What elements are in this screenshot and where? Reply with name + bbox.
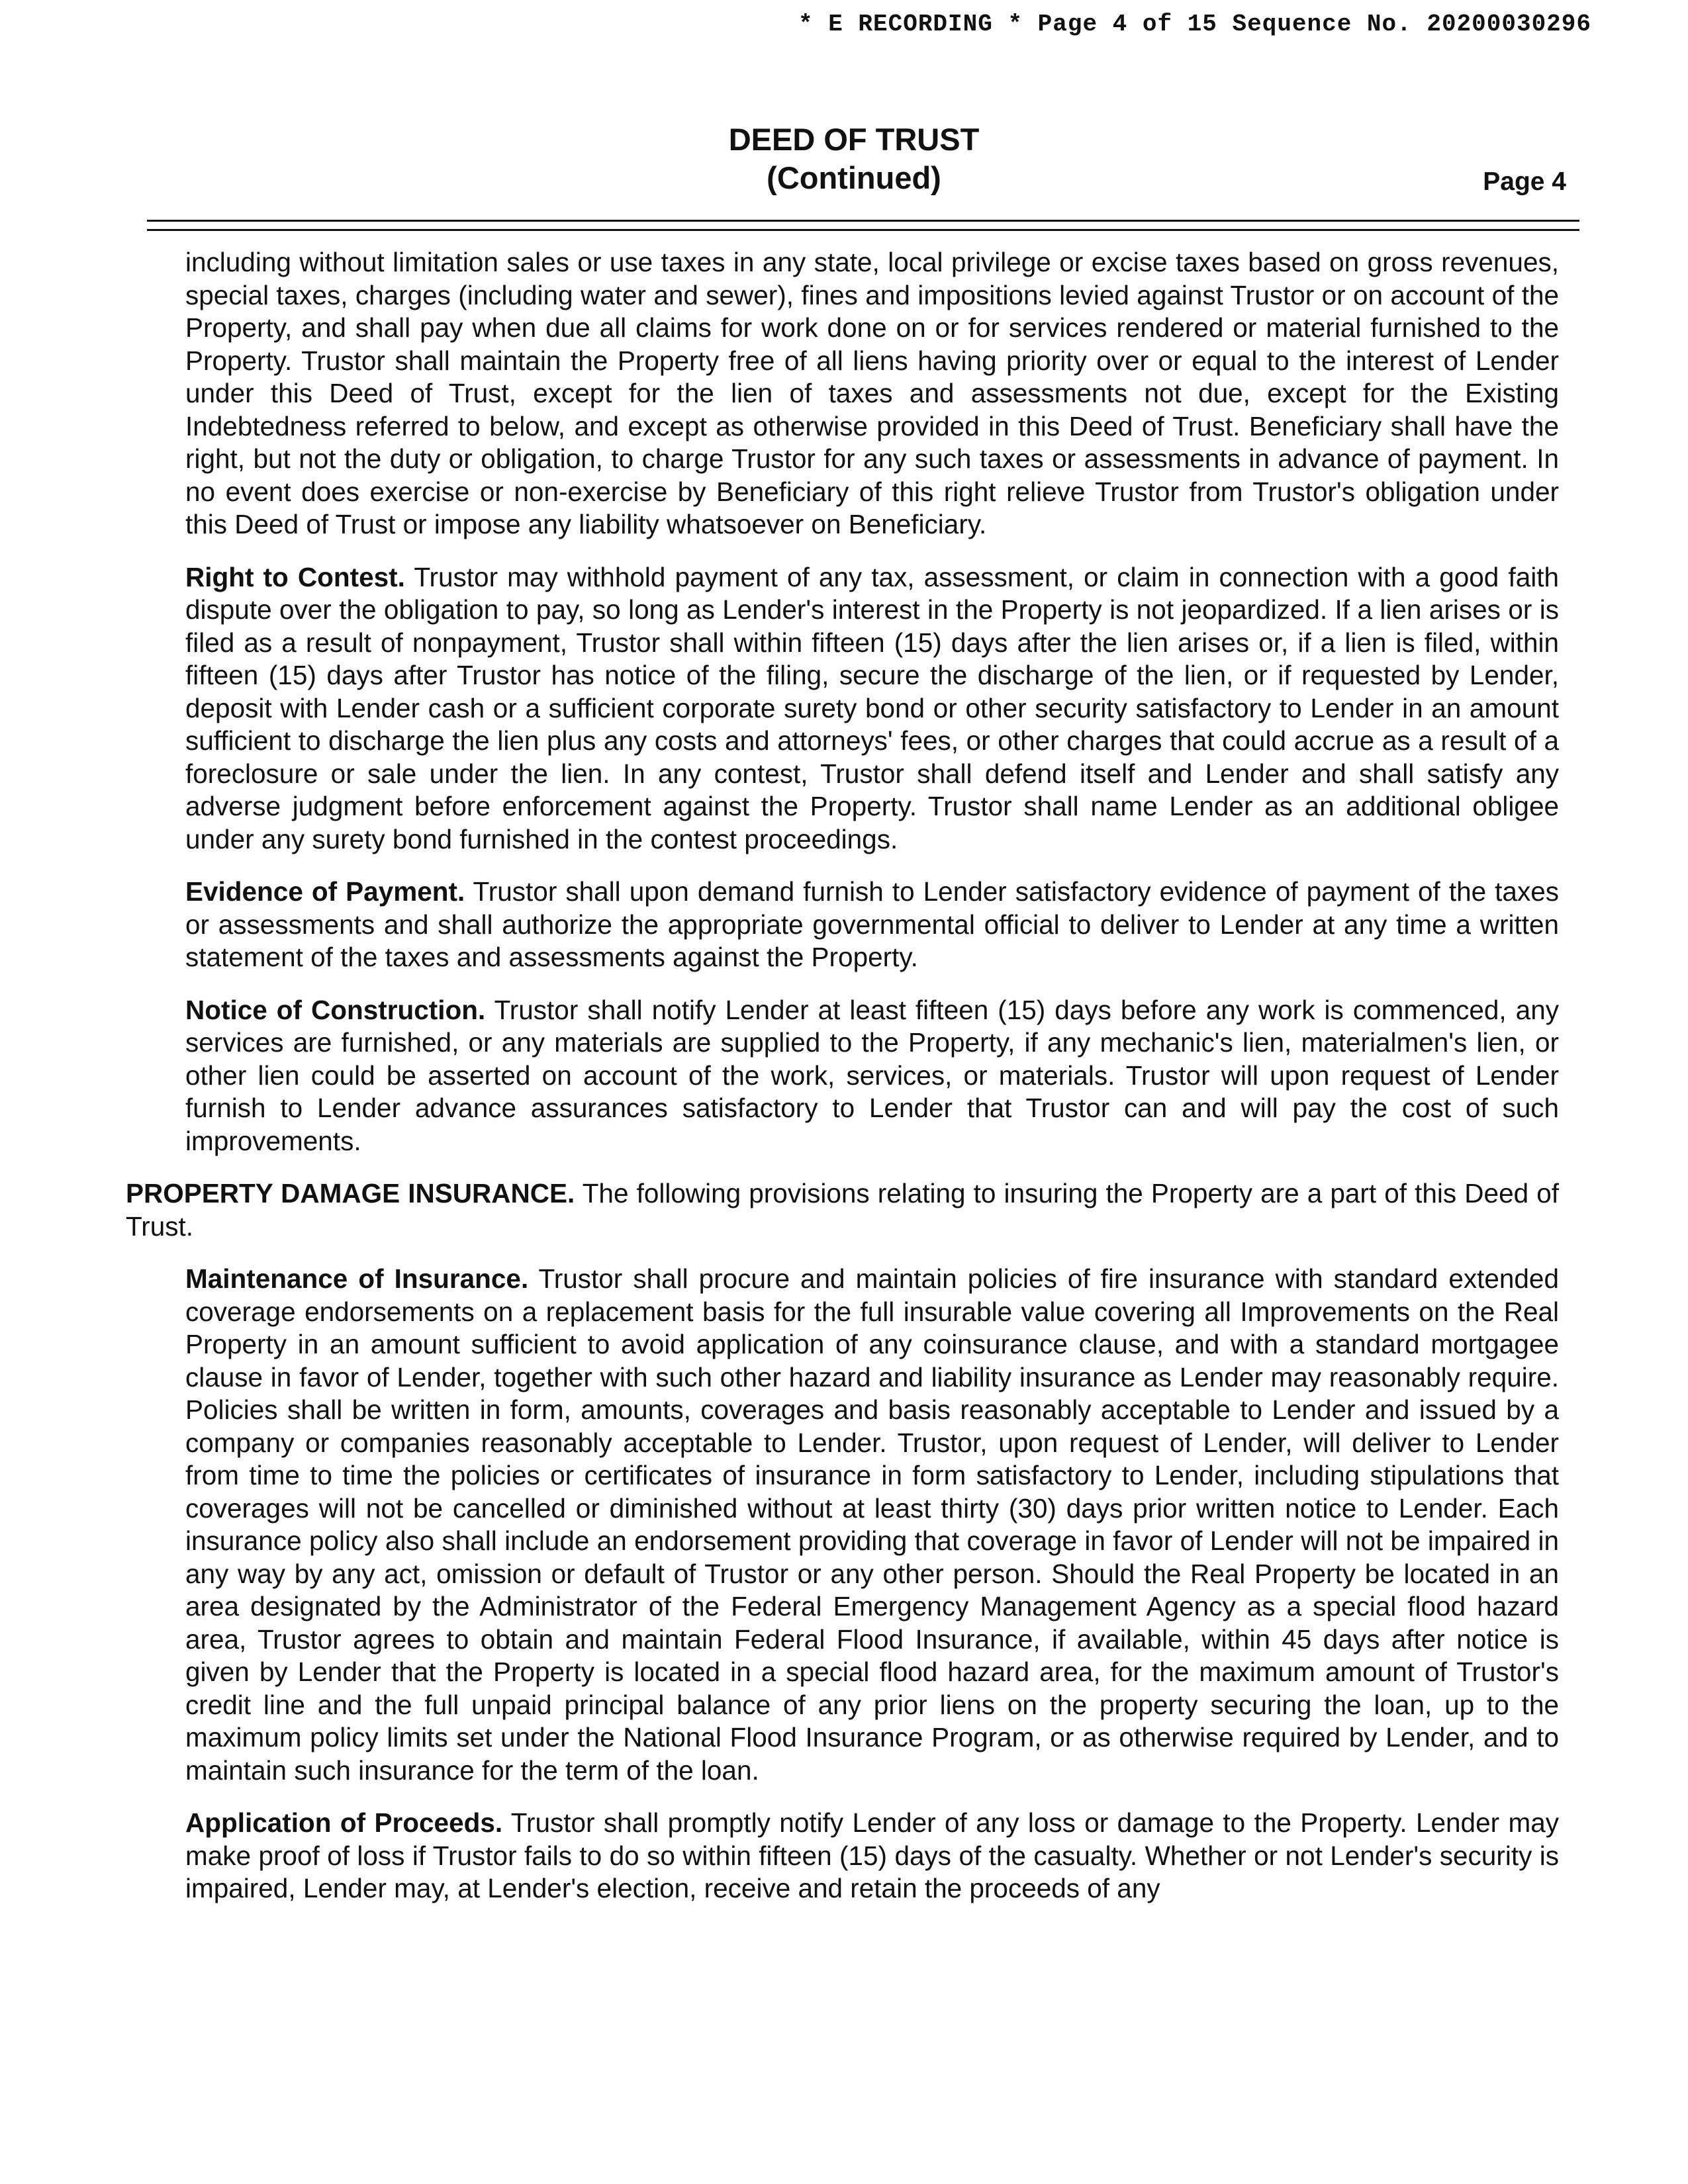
notice-of-construction-text: Trustor shall notify Lender at least fifteen (15) days before any work is commenced, any services are furnished, or any materials are supplied to the Property, if any mechanic's lien, materialmen's lien, or other lien could be asserted on account of the work, services, or materials. Trustor will upon request of Lender furnish to Lender advance assurances satisfactory to Lender that Trustor can and will pay the cost of such improvements. <box>185 994 1559 1156</box>
document-subtitle: (Continued) <box>767 160 941 195</box>
paragraph-taxes-continued: including without limitation sales or use taxes in any state, local privilege or excise taxes based on gross revenues, special taxes, charges (including water and sewer), fines and impositions levied against Trustor or on account of the Property, and shall pay when due all claims for work done on or for services rendered or material furnished to the Property. Trustor shall maintain the Property free of all liens having priority over or equal to the interest of Lender under this Deed of Trust, except for the lien of taxes and assessments not due, except for the Existing Indebtedness referred to below, and except as otherwise provided in this Deed of Trust. Beneficiary shall have the right, but not the duty or obligation, to charge Trustor for any such taxes or assessments in advance of payment. In no event does exercise or non-exercise by Beneficiary of this right relieve Trustor from Trustor's obligation under this Deed of Trust or impose any liability whatsoever on Beneficiary. <box>185 247 1559 539</box>
property-damage-insurance-text: The following provisions relating to insuring the Property are a part of this Deed of Trust. <box>126 1178 1559 1242</box>
right-to-contest-text: Trustor may withhold payment of any tax, assessment, or claim in connection with a good faith dispute over the obligation to pay, so long as Lender's interest in the Property is not jeopardized. If a lien arises or is filed as a result of nonpayment, Trustor shall within fifteen (15) days after the lien arises or, if a lien is filed, within fifteen (15) days after Trustor has notice of the filing, secure the discharge of the lien, or if requested by Lender, deposit with Lender cash or a sufficient corporate surety bond or other security satisfactory to Lender in an amount sufficient to discharge the lien plus any costs and attorneys' fees, or other charges that could accrue as a result of a foreclosure or sale under the lien. In any contest, Trustor shall defend itself and Lender and shall satisfy any adverse judgment before enforcement against the Property. Trustor shall name Lender as an additional obligee under any surety bond furnished in the contest proceedings. <box>185 561 1559 854</box>
right-to-contest-heading: Right to Contest. <box>185 561 405 592</box>
paragraph-right-to-contest <box>126 561 1559 856</box>
maintenance-of-insurance-text: Trustor shall procure and maintain policies of fire insurance with standard extended coverage endorsements on a replacement basis for the full insurable value covering all Improvements on the Real Property in an amount sufficient to avoid application of any coinsurance clause, and with a standard mortgagee clause in favor of Lender, together with such other hazard and liability insurance as Lender may reasonably require. Policies shall be written in form, amounts, coverages and basis reasonably acceptable to Lender and issued by a company or companies reasonably acceptable to Lender. Trustor, upon request of Lender, will deliver to Lender from time to time the policies or certificates of insurance in form satisfactory to Lender, including stipulations that coverages will not be cancelled or diminished without at least thirty (30) days prior written notice to Lender. Each insurance policy also shall include an endorsement providing that coverage in favor of Lender will not be impaired in any way by any act, omission or default of Trustor or any other person. Should the Real Property be located in an area designated by the Administrator of the Federal Emergency Management Agency as a special flood hazard area, Trustor agrees to obtain and maintain Federal Flood Insurance, if available, within 45 days after notice is given by Lender that the Property is located in a special flood hazard area, for the maximum amount of Trustor's credit line and the full unpaid principal balance of any prior liens on the property securing the loan, up to the maximum policy limits set under the National Flood Insurance Program, or as otherwise required by Lender, and to maintain such insurance for the term of the loan. <box>185 1263 1559 1786</box>
document-body <box>126 246 1559 1905</box>
application-of-proceeds-heading: Application of Proceeds. <box>185 1807 503 1838</box>
header-rule-bottom <box>147 229 1579 231</box>
evidence-of-payment-text: Trustor shall upon demand furnish to Lender satisfactory evidence of payment of the taxes or assessments and shall authorize the appropriate governmental official to deliver to Lender at any time a written statement of the taxes and assessments against the Property. <box>185 876 1559 972</box>
paragraph-notice-of-construction <box>126 994 1559 1158</box>
maintenance-of-insurance-heading: Maintenance of Insurance. <box>185 1263 529 1294</box>
application-of-proceeds-text: Trustor shall promptly notify Lender of any loss or damage to the Property. Lender may make proof of loss if Trustor fails to do so within fifteen (15) days of the casualty. Whether or not Lender's security is impaired, Lender may, at Lender's election, receive and retain the proceeds of any <box>185 1807 1559 1903</box>
document-title: DEED OF TRUST <box>728 122 980 157</box>
paragraph-maintenance-of-insurance <box>126 1263 1559 1787</box>
paragraph-application-of-proceeds <box>126 1807 1559 1905</box>
evidence-of-payment-heading: Evidence of Payment. <box>185 876 465 907</box>
paragraph-property-damage-insurance <box>126 1177 1559 1243</box>
header-rule-top <box>147 220 1579 222</box>
document-title-block <box>0 120 1688 197</box>
notice-of-construction-heading: Notice of Construction. <box>185 994 486 1025</box>
property-damage-insurance-heading: PROPERTY DAMAGE INSURANCE. <box>126 1178 575 1208</box>
page-number: Page 4 <box>1483 167 1566 196</box>
recording-stamp: * E RECORDING * Page 4 of 15 Sequence No. 20200030296 <box>798 11 1591 38</box>
paragraph-evidence-of-payment <box>126 876 1559 974</box>
